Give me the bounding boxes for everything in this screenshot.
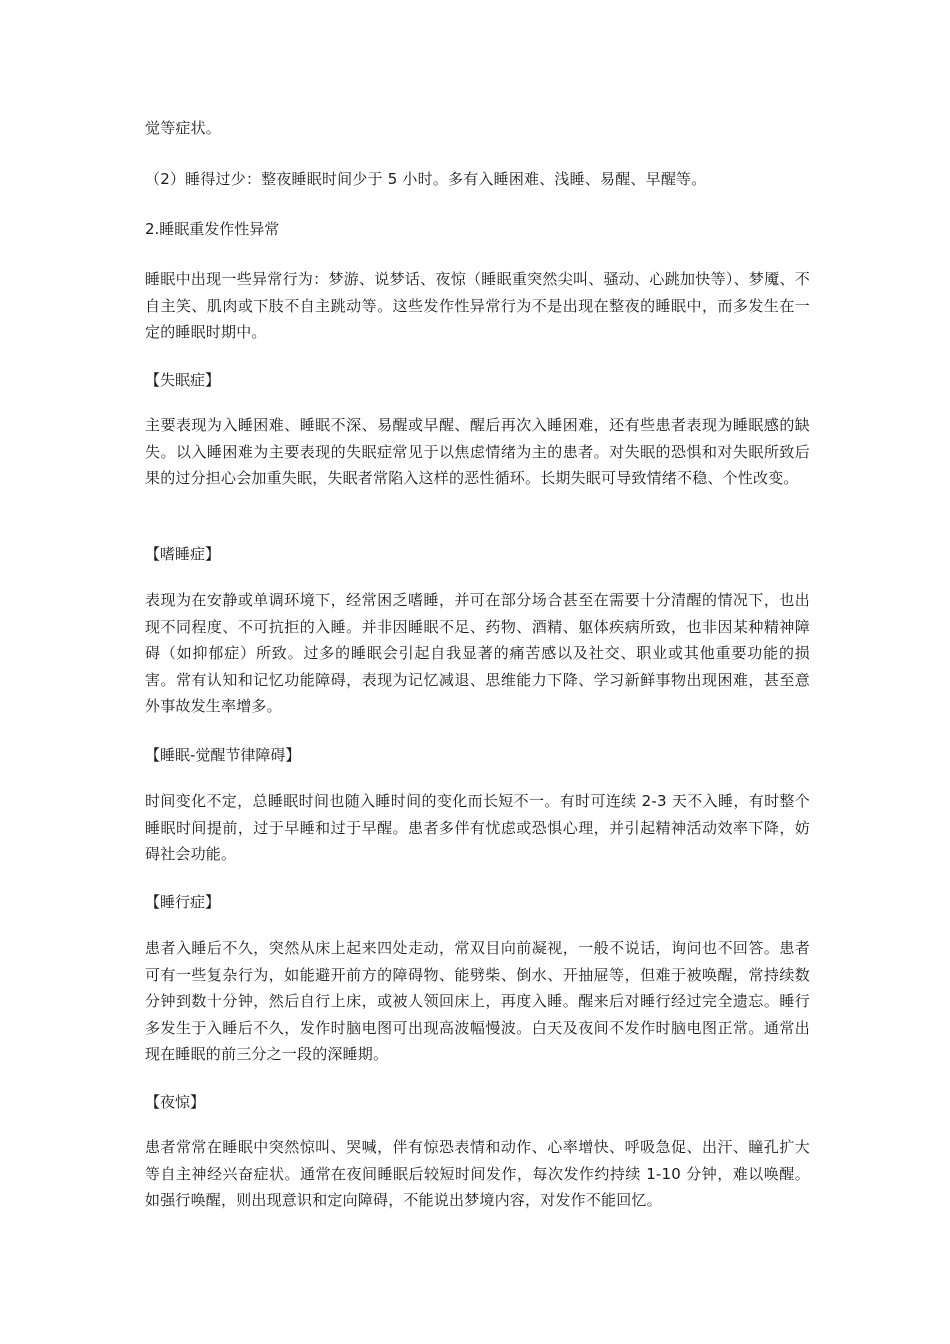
recurrent-abnormal-heading: 2.睡眠重发作性异常 <box>145 220 280 238</box>
sleepwalking-paragraph: 患者入睡后不久，突然从床上起来四处走动，常双目向前凝视，一般不说话，询问也不回答。患者可有一些复杂行为，如能避开前方的障碍物、能劈柴、倒水、开抽屉等，但难于被唤醒，常持续数分钟到数十分钟，然后自行上床，或被人领回床上，再度入睡。醒来后对睡行经过完全遗忘。睡行多发生于入睡后不久，发作时脑电图可出现高波幅慢波。白天及夜间不发作时脑电图正常。通常出现在睡眠的前三分之一段的深睡期。 <box>145 939 810 1063</box>
night-terror-heading: 【夜惊】 <box>145 1093 206 1111</box>
circadian-heading: 【睡眠-觉醒节律障碍】 <box>145 746 301 764</box>
hypersomnia-paragraph: 表现为在安静或单调环境下，经常困乏嗜睡，并可在部分场合甚至在需要十分清醒的情况下，也出现不同程度、不可抗拒的入睡。并非因睡眠不足、药物、酒精、躯体疾病所致，也非因某种精神障碍（如抑郁症）所致。过多的睡眠会引起自我显著的痛苦感以及社交、职业或其他重要功能的损害。常有认知和记忆功能障碍，表现为记忆减退、思维能力下降、学习新鲜事物出现困难，甚至意外事故发生率增多。 <box>145 591 810 715</box>
recurrent-abnormal-paragraph: 睡眠中出现一些异常行为：梦游、说梦话、夜惊（睡眠重突然尖叫、骚动、心跳加快等）、梦魇、不自主笑、肌肉或下肢不自主跳动等。这些发作性异常行为不是出现在整夜的睡眠中，而多发生在一定的睡眠时期中。 <box>145 270 810 341</box>
circadian-paragraph: 时间变化不定，总睡眠时间也随入睡时间的变化而长短不一。有时可连续 2-3 天不入睡，有时整个睡眠时间提前，过于早睡和过于早醒。患者多伴有忧虑或恐惧心理，并引起精神活动效率下降，妨碍社会功能。 <box>145 792 810 863</box>
sleepwalking-heading: 【睡行症】 <box>145 893 221 911</box>
hypersomnia-heading: 【嗜睡症】 <box>145 545 221 563</box>
continuation-paragraph: 觉等症状。 <box>145 119 222 137</box>
night-terror-paragraph: 患者常常在睡眠中突然惊叫、哭喊，伴有惊恐表情和动作、心率增快、呼吸急促、出汗、瞳孔扩大等自主神经兴奋症状。通常在夜间睡眠后较短时间发作，每次发作约持续 1-10 分钟，难以唤醒。如强行唤醒，则出现意识和定向障碍，不能说出梦境内容，对发作不能回忆。 <box>145 1138 810 1209</box>
insomnia-paragraph: 主要表现为入睡困难、睡眠不深、易醒或早醒、醒后再次入睡困难，还有些患者表现为睡眠感的缺失。以入睡困难为主要表现的失眠症常见于以焦虑情绪为主的患者。对失眠的恐惧和对失眠所致后果的过分担心会加重失眠，失眠者常陷入这样的恶性循环。长期失眠可导致情绪不稳、个性改变。 <box>145 416 810 487</box>
insomnia-heading: 【失眠症】 <box>145 371 221 389</box>
sleep-too-little-paragraph: （2）睡得过少：整夜睡眠时间少于 5 小时。多有入睡困难、浅睡、易醒、早醒等。 <box>145 170 707 188</box>
